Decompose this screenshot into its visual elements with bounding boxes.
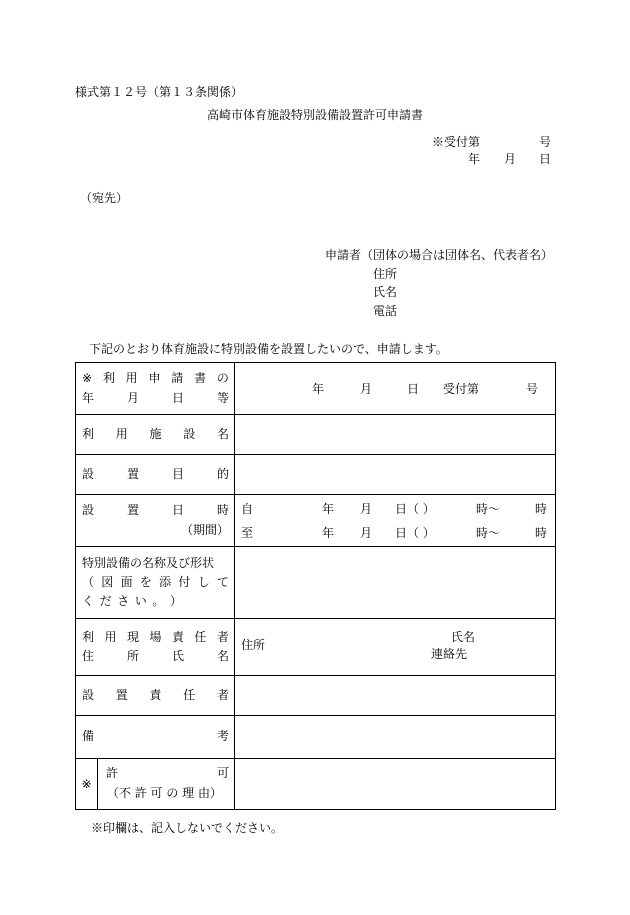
label-char: 住 bbox=[82, 649, 95, 663]
label-char: を bbox=[139, 574, 152, 589]
note-mark: ※ bbox=[82, 371, 93, 386]
label-char: 場 bbox=[149, 629, 162, 644]
row-datetime bbox=[76, 495, 556, 547]
date-month-label: 月 bbox=[504, 152, 517, 166]
from-hour-label: 時～ bbox=[476, 502, 501, 516]
label-char: 的 bbox=[216, 466, 229, 481]
label-line-1 bbox=[76, 369, 234, 388]
receipt-label: ※受付第 bbox=[432, 135, 481, 149]
label-char: 設 bbox=[82, 466, 95, 481]
label-equipment bbox=[76, 547, 235, 619]
value-purpose[interactable] bbox=[235, 455, 556, 495]
label-char: 面 bbox=[120, 574, 133, 589]
label-application-date bbox=[76, 363, 235, 415]
intro-text: 下記のとおり体育施設に特別設備を設置したいので、申請します。 bbox=[89, 342, 448, 356]
label-installer bbox=[76, 676, 235, 716]
addressee-label: （宛先） bbox=[80, 191, 129, 205]
from-label: 自 bbox=[241, 502, 254, 516]
manager-address-label: 住所 bbox=[241, 638, 266, 652]
label-char: て bbox=[216, 574, 229, 589]
to-year-label: 年 bbox=[322, 526, 335, 540]
applicant-address-label: 住所 bbox=[373, 267, 398, 281]
label-remarks bbox=[76, 716, 235, 759]
row-permission bbox=[76, 759, 556, 810]
label-char: 置 bbox=[126, 503, 139, 518]
label-char: 設 bbox=[82, 503, 95, 518]
label-char: さ bbox=[117, 594, 130, 609]
to-month-label: 月 bbox=[360, 526, 373, 540]
label-char: 利 bbox=[82, 426, 95, 441]
application-form-table bbox=[75, 362, 556, 810]
label-purpose bbox=[76, 455, 235, 495]
manager-name-label: 氏名 bbox=[451, 630, 476, 644]
label-site-manager bbox=[76, 619, 235, 676]
permission-note-mark: ※ bbox=[76, 759, 98, 810]
label-line-2 bbox=[76, 389, 234, 408]
applicant-label: 申請者（団体の場合は団体名、代表者名） bbox=[325, 248, 554, 262]
to-label: 至 bbox=[241, 526, 254, 540]
label-char: し bbox=[197, 574, 210, 589]
label-permission bbox=[98, 759, 235, 810]
from-month-label: 月 bbox=[360, 502, 373, 516]
label-char: 者 bbox=[216, 687, 229, 702]
label-char: 日 bbox=[171, 390, 184, 405]
label-char: 図 bbox=[101, 574, 114, 589]
label-char: 用 bbox=[104, 629, 117, 644]
label-char: 年 bbox=[82, 390, 95, 405]
value-permission[interactable] bbox=[235, 759, 556, 810]
from-hour-end-label: 時 bbox=[535, 502, 548, 516]
label-facility bbox=[76, 415, 235, 455]
date-year-label: 年 bbox=[468, 152, 481, 166]
row-application-date bbox=[76, 363, 556, 415]
to-hour-label: 時～ bbox=[476, 526, 501, 540]
label-char: 備 bbox=[82, 729, 95, 744]
label-datetime bbox=[76, 495, 235, 547]
label-char: 所 bbox=[126, 649, 139, 663]
document-title: 高崎市体育施設特別設備設置許可申請書 bbox=[207, 108, 424, 122]
equipment-label-line-3 bbox=[76, 592, 187, 611]
year-label: 年 bbox=[312, 382, 325, 396]
from-day-label: 日（ ） bbox=[395, 502, 435, 516]
label-char: 任 bbox=[183, 687, 196, 702]
row-remarks bbox=[76, 716, 556, 759]
label-char: ） bbox=[169, 594, 182, 609]
label-char: 設 bbox=[82, 687, 95, 702]
label-char: 設 bbox=[183, 426, 196, 441]
denial-reason-label: （不 許 可 の 理 由） bbox=[106, 786, 222, 801]
label-char: 請 bbox=[171, 371, 184, 386]
value-facility[interactable] bbox=[235, 415, 556, 455]
equipment-label-line-2 bbox=[76, 573, 234, 592]
label-char: 用 bbox=[125, 371, 138, 386]
label-char: （ bbox=[82, 574, 95, 589]
label-char: 名 bbox=[216, 426, 229, 441]
label-char: 責 bbox=[171, 629, 184, 644]
label-char: 等 bbox=[216, 390, 229, 405]
manager-contact-label: 連絡先 bbox=[431, 647, 468, 661]
label-char: 添 bbox=[159, 574, 172, 589]
label-char: 付 bbox=[178, 574, 191, 589]
receipt-suffix: 号 bbox=[526, 382, 539, 396]
label-char: 申 bbox=[148, 371, 161, 386]
label-char: 。 bbox=[152, 594, 165, 609]
receipt-suffix: 号 bbox=[539, 135, 552, 149]
label-char: 可 bbox=[216, 766, 229, 781]
label-char: 考 bbox=[216, 729, 229, 744]
period-label: （期間） bbox=[180, 522, 229, 537]
value-equipment[interactable] bbox=[235, 547, 556, 619]
value-site-manager[interactable] bbox=[235, 619, 556, 676]
row-purpose bbox=[76, 455, 556, 495]
row-installer bbox=[76, 676, 556, 716]
label-char: 時 bbox=[216, 503, 229, 518]
row-facility bbox=[76, 415, 556, 455]
day-label: 日 bbox=[407, 382, 420, 396]
equipment-label-line-1: 特別設備の名称及び形状 bbox=[82, 555, 215, 570]
label-char: い bbox=[134, 594, 147, 609]
to-day-label: 日（ ） bbox=[395, 526, 435, 540]
footnote: ※印欄は、記入しないでください。 bbox=[91, 821, 284, 835]
to-hour-end-label: 時 bbox=[535, 526, 548, 540]
date-day-label: 日 bbox=[539, 152, 552, 166]
month-label: 月 bbox=[360, 382, 373, 396]
applicant-name-label: 氏名 bbox=[373, 285, 398, 299]
label-char: 利 bbox=[102, 371, 115, 386]
label-char: 目 bbox=[171, 466, 184, 481]
label-char: 現 bbox=[126, 629, 139, 644]
label-char: 氏 bbox=[171, 649, 184, 663]
label-char: 者 bbox=[216, 629, 229, 644]
label-char: 月 bbox=[126, 390, 139, 405]
value-installer[interactable] bbox=[235, 676, 556, 716]
label-char: 置 bbox=[115, 687, 128, 702]
label-char: の bbox=[216, 371, 229, 386]
value-application-date[interactable] bbox=[235, 363, 556, 415]
label-char: 書 bbox=[194, 371, 207, 386]
applicant-phone-label: 電話 bbox=[373, 304, 398, 318]
from-year-label: 年 bbox=[322, 502, 335, 516]
label-char: だ bbox=[99, 594, 112, 609]
label-char: 名 bbox=[216, 649, 229, 663]
receipt-label: 受付第 bbox=[443, 382, 480, 396]
label-char: 任 bbox=[194, 629, 207, 644]
value-datetime[interactable] bbox=[235, 495, 556, 547]
label-char: 許 bbox=[106, 766, 119, 781]
row-site-manager bbox=[76, 619, 556, 676]
label-char: 施 bbox=[149, 426, 162, 441]
row-equipment bbox=[76, 547, 556, 619]
label-char: 利 bbox=[82, 629, 95, 644]
form-number: 様式第１２号（第１３条関係） bbox=[75, 85, 244, 99]
label-char: 日 bbox=[171, 503, 184, 518]
label-char: 用 bbox=[115, 426, 128, 441]
label-char: く bbox=[82, 594, 95, 609]
label-char: 責 bbox=[149, 687, 162, 702]
label-char: 置 bbox=[126, 466, 139, 481]
value-remarks[interactable] bbox=[235, 716, 556, 759]
